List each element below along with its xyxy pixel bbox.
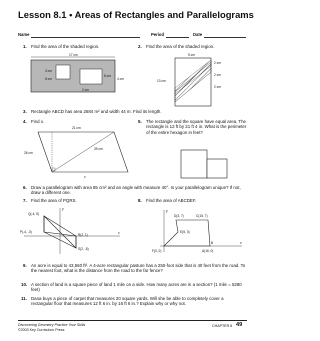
fig8-c-label: C(15, 7) bbox=[196, 214, 208, 218]
fig4-top-label: 21 cm bbox=[72, 126, 81, 130]
problem-4-number: 4. bbox=[23, 119, 27, 124]
name-label: Name bbox=[18, 32, 30, 37]
problem-8-text: Find the area of ABCDEF. bbox=[146, 198, 197, 203]
figure-7-coordinate-plane bbox=[20, 206, 130, 256]
problem-8-number: 8. bbox=[138, 198, 142, 203]
fig8-x-axis-label: x bbox=[240, 241, 242, 245]
problem-6-number: 6. bbox=[23, 185, 27, 190]
fig1-bottom-label: 2 cm bbox=[82, 88, 89, 92]
fig8-f-label: F(0, 0) bbox=[152, 249, 162, 253]
figure-5-hexagon bbox=[175, 146, 235, 184]
fig2-right2-label: 2 cm bbox=[214, 73, 221, 77]
fig8-b-label: B bbox=[211, 241, 214, 245]
problem-3-text: Rectangle ABCD has area 2684 m² and width 44 m. Find its length. bbox=[31, 109, 162, 114]
problem-11-number: 11. bbox=[21, 296, 27, 301]
problem-1-text: Find the area of the shaded region. bbox=[31, 44, 100, 49]
footer-rule bbox=[18, 320, 247, 321]
fig4-left-label: 26 cm bbox=[24, 151, 33, 155]
fig7-x-axis-label: x bbox=[118, 231, 120, 235]
problem-6-text: Draw a parallelogram with area 85 cm² and an angle with measure 40°. Is your parallelogram unique? If not, draw a different one. bbox=[31, 185, 241, 196]
fig8-d-label: D(3, 7) bbox=[174, 214, 184, 218]
date-line[interactable] bbox=[204, 37, 246, 38]
figure-2-striped-rectangle bbox=[155, 52, 235, 110]
problem-10-text: A section of land is a square piece of land 1 mile on a side. How many acres are in a section? (1 mile = 5280 feet) bbox=[31, 282, 242, 293]
figure-8-coordinate-plane bbox=[150, 206, 250, 254]
fig2-height-label: 13 cm bbox=[157, 79, 166, 83]
problem-7-number: 7. bbox=[23, 198, 27, 203]
name-line[interactable] bbox=[31, 37, 140, 38]
fig8-e-label: E(5, 3) bbox=[180, 230, 190, 234]
lesson-title: Lesson 8.1 • Areas of Rectangles and Parallelograms bbox=[18, 9, 254, 20]
date-label: Date bbox=[193, 32, 203, 37]
problem-9-number: 9. bbox=[23, 263, 27, 268]
problem-9-text: An acre is equal to 43,560 ft². A 4-acre rectangular pasture has a 250-foot side that is 40 feet from the road. To the nearest foot, what is the distance from the road to the far fence? bbox=[31, 263, 246, 274]
fig8-y-axis-label: y bbox=[166, 209, 168, 213]
fig7-r-label: R(2, 1) bbox=[78, 233, 88, 237]
page-number: 49 bbox=[236, 322, 243, 328]
fig1-inner1-label: 3 cm bbox=[45, 69, 52, 73]
figure-1-shaded-rectangle bbox=[22, 54, 130, 100]
fig1-height-label: 8 cm bbox=[104, 74, 111, 78]
problem-5-number: 5. bbox=[138, 119, 142, 124]
fig2-top-label: 5 cm bbox=[188, 53, 195, 57]
fig1-width-label: 17 cm bbox=[69, 53, 78, 57]
problem-2-text: Find the area of the shaded region. bbox=[146, 44, 215, 49]
figure-4-parallelogram bbox=[24, 124, 134, 180]
problem-5-text: The rectangle and the square have equal area. The rectangle is 12 ft by 21 ft 4 in. What is the perimeter of the entire hexagon in feet? bbox=[146, 119, 247, 135]
fig4-x-label: x bbox=[84, 175, 86, 179]
problem-2-number: 2. bbox=[138, 44, 142, 49]
footer-copyright: ©2003 Key Curriculum Press bbox=[18, 328, 65, 332]
fig7-s-label: S(2, -8) bbox=[78, 247, 89, 251]
fig7-p-label: P(-4, -3) bbox=[20, 230, 32, 234]
problem-1-number: 1. bbox=[23, 44, 27, 49]
fig8-a-label: A(16, 0) bbox=[202, 249, 214, 253]
footer-book-title: Discovering Geometry Practice Your Skills bbox=[18, 323, 86, 327]
fig1-inner2-label: 5 cm bbox=[45, 77, 52, 81]
period-line[interactable] bbox=[166, 37, 189, 38]
problem-7-text: Find the area of PQRS. bbox=[31, 198, 77, 203]
fig2-right3-label: 2 cm bbox=[214, 85, 221, 89]
footer-chapter: CHAPTER 8 bbox=[212, 324, 233, 328]
period-label: Period bbox=[151, 32, 165, 37]
problem-11-text: Dana buys a piece of carpet that measures 20 square yards. Will she be able to completely cover a rectangular floor that measures 12 ft 6 in. by 16 ft 6 in.? Explain why or why not. bbox=[31, 296, 224, 307]
fig4-right-label: 39 cm bbox=[94, 147, 103, 151]
problem-4-text: Find x. bbox=[31, 119, 45, 124]
fig2-right1-label: 2 cm bbox=[214, 61, 221, 65]
problem-10-number: 10. bbox=[21, 282, 28, 287]
problem-3-number: 3. bbox=[23, 109, 27, 114]
fig1-right-label: 4 cm bbox=[117, 77, 124, 81]
fig7-q-label: Q(-4, 5) bbox=[28, 212, 39, 216]
fig7-y-axis-label: y bbox=[62, 207, 64, 211]
